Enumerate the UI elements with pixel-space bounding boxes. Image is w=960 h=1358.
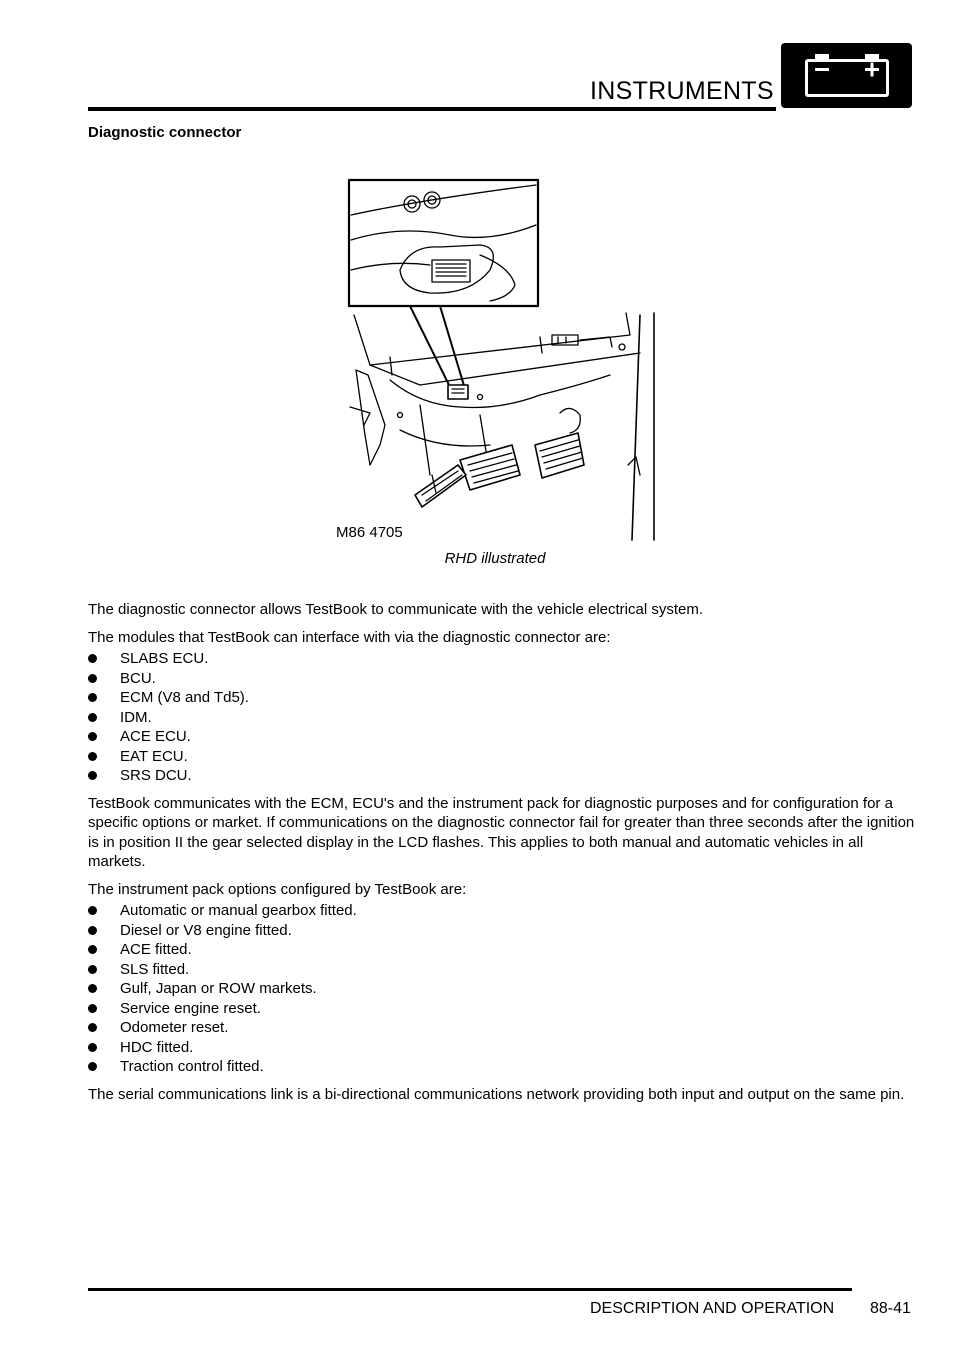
- bullet-icon: [88, 654, 97, 663]
- bullet-icon: [88, 926, 97, 935]
- page-number: 88-41: [870, 1300, 911, 1317]
- list-item: IDM.: [88, 708, 918, 728]
- list-item: Gulf, Japan or ROW markets.: [88, 979, 918, 999]
- bullet-icon: [88, 1062, 97, 1071]
- bullet-icon: [88, 1043, 97, 1052]
- footer-section-title: DESCRIPTION AND OPERATION: [590, 1300, 835, 1317]
- body-content: [88, 600, 918, 1112]
- bullet-icon: [88, 693, 97, 702]
- list-item: EAT ECU.: [88, 747, 918, 767]
- list-item: BCU.: [88, 669, 918, 689]
- bullet-icon: [88, 984, 97, 993]
- diagnostic-connector-figure: [336, 175, 670, 545]
- figure-caption: RHD illustrated: [444, 550, 546, 567]
- list-item: Automatic or manual gearbox fitted.: [88, 901, 918, 921]
- list-item: Service engine reset.: [88, 999, 918, 1019]
- bullet-icon: [88, 906, 97, 915]
- modules-list: [88, 649, 918, 786]
- list-item: Odometer reset.: [88, 1018, 918, 1038]
- list-item: ACE fitted.: [88, 940, 918, 960]
- intro-paragraph: The diagnostic connector allows TestBook to communicate with the vehicle electrical system.: [88, 601, 704, 618]
- list-item: ACE ECU.: [88, 727, 918, 747]
- battery-icon-graphic: [781, 43, 912, 108]
- bullet-icon: [88, 1004, 97, 1013]
- section-heading: Diagnostic connector: [88, 124, 242, 141]
- modules-intro: The modules that TestBook can interface with via the diagnostic connector are:: [88, 628, 611, 646]
- header-rule: [88, 107, 776, 111]
- bullet-icon: [88, 771, 97, 780]
- bullet-icon: [88, 752, 97, 761]
- footer-rule: [88, 1288, 852, 1291]
- options-list: [88, 901, 918, 1077]
- list-item: HDC fitted.: [88, 1038, 918, 1058]
- bullet-icon: [88, 945, 97, 954]
- comms-paragraph: TestBook communicates with the ECM, ECU's and the instrument pack for diagnostic purposes and for configuration for a specific options or market. If communications on the diagnostic connector fail for greater than three seconds after the ignition is in position II the gear selected display in the LCD flashes. This applies to both manual and automatic vehicles in all markets.: [88, 794, 915, 870]
- list-item: SLS fitted.: [88, 960, 918, 980]
- bullet-icon: [88, 1023, 97, 1032]
- serial-paragraph: The serial communications link is a bi-directional communications network providing both input and output on the same pin.: [88, 1085, 905, 1103]
- bullet-icon: [88, 965, 97, 974]
- list-item: Traction control fitted.: [88, 1057, 918, 1077]
- list-item: SLABS ECU.: [88, 649, 918, 669]
- options-intro: The instrument pack options configured by TestBook are:: [88, 880, 467, 898]
- figure-code: M86 4705: [336, 524, 403, 541]
- list-item: ECM (V8 and Td5).: [88, 688, 918, 708]
- list-item: Diesel or V8 engine fitted.: [88, 921, 918, 941]
- page-header-title: INSTRUMENTS: [590, 77, 774, 105]
- battery-icon: [781, 43, 912, 108]
- bullet-icon: [88, 732, 97, 741]
- list-item: SRS DCU.: [88, 766, 918, 786]
- bullet-icon: [88, 674, 97, 683]
- bullet-icon: [88, 713, 97, 722]
